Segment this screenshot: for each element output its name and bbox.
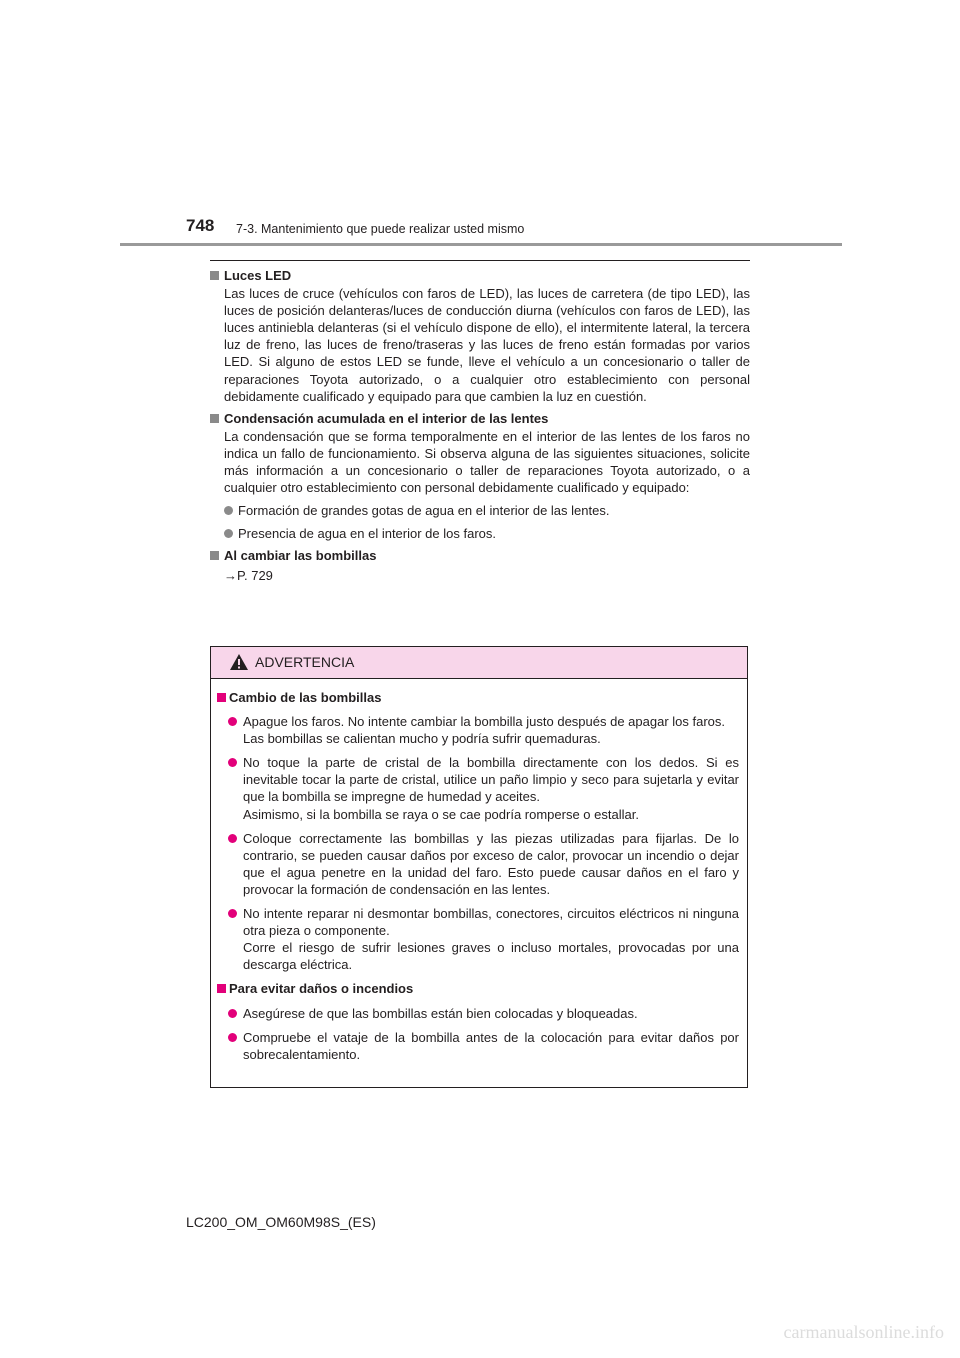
page-number: 748	[186, 216, 215, 235]
warning-heading: Cambio de las bombillas	[217, 689, 739, 706]
section-heading: Luces LED	[210, 267, 750, 284]
warning-item: No toque la parte de cristal de la bombilla directamente con los dedos. Si es inevitable tocar la parte de cristal, utilice un paño limpio y seco para sujetarla y evitar que la bombilla se impregne de humedad y aceites. Asimismo, si la bombilla se raya o se cae podría romperse o estallar.	[217, 754, 739, 822]
round-bullet-icon	[228, 758, 237, 767]
round-bullet-icon	[224, 529, 233, 538]
round-bullet-icon	[228, 1009, 237, 1018]
watermark: carmanualsonline.info	[783, 1322, 944, 1342]
warning-box	[210, 646, 748, 1088]
warning-triangle-icon	[229, 653, 249, 671]
page-reference: →P. 729	[224, 567, 273, 583]
warning-header	[211, 647, 747, 679]
warning-item: Coloque correctamente las bombillas y las piezas utilizadas para fijarlas. De lo contrario, se pueden causar daños por exceso de calor, provocar un incendio o dejar que el agua penetre en la unidad del faro. Esto puede causar daños en el faro y provocar la formación de condensación en las lentes.	[217, 830, 739, 898]
square-bullet-icon	[210, 551, 219, 560]
warning-item: Compruebe el vataje de la bombilla antes de la colocación para evitar daños por sobrecalentamiento.	[217, 1029, 739, 1063]
round-bullet-icon	[224, 506, 233, 515]
document-code: LC200_OM_OM60M98S_(ES)	[186, 1214, 376, 1230]
warning-title: ADVERTENCIA	[255, 654, 355, 670]
square-bullet-icon	[210, 271, 219, 280]
section-heading: Al cambiar las bombillas	[210, 547, 750, 564]
warning-heading: Para evitar daños o incendios	[217, 980, 739, 997]
warning-item: Asegúrese de que las bombillas están bien colocadas y bloqueadas.	[217, 1005, 739, 1022]
square-bullet-icon	[217, 984, 226, 993]
square-bullet-icon	[210, 414, 219, 423]
section-title: 7-3. Mantenimiento que puede realizar usted mismo	[236, 222, 525, 236]
list-item: Formación de grandes gotas de agua en el interior de las lentes.	[210, 502, 750, 519]
section-heading: Condensación acumulada en el interior de las lentes	[210, 410, 750, 427]
content-rule	[210, 260, 750, 261]
round-bullet-icon	[228, 909, 237, 918]
section-body: La condensación que se forma temporalmente en el interior de las lentes de los faros no indica un fallo de funcionamiento. Si observa alguna de las siguientes situaciones, solicite más información a un concesionario o taller de reparaciones Toyota autorizado, o a cualquier otro establecimiento con personal debidamente cualificado y equipado:	[224, 428, 750, 496]
header-rule	[120, 243, 842, 246]
section-body: Las luces de cruce (vehículos con faros de LED), las luces de carretera (de tipo LED), las luces de posición delanteras/luces de conducción diurna (vehículos con faros de LED), las luces antiniebla delanteras (si el vehículo dispone de ello), el intermitente lateral, la tercera luz de freno, las luces de freno/traseras y las luces de freno están formadas por varios LED. Si alguno de estos LED se funde, lleve el vehículo a un concesionario o taller de reparaciones Toyota autorizado, o a cualquier otro establecimiento con personal debidamente cualificado y equipado para que cambien la luz en cuestión.	[224, 286, 750, 404]
warning-body	[211, 679, 747, 1063]
round-bullet-icon	[228, 834, 237, 843]
warning-item: No intente reparar ni desmontar bombillas, conectores, circuitos eléctricos ni ninguna otra pieza o componente. Corre el riesgo de sufrir lesiones graves o incluso mortales, provocadas por una descarga eléctrica.	[217, 905, 739, 973]
round-bullet-icon	[228, 717, 237, 726]
square-bullet-icon	[217, 693, 226, 702]
round-bullet-icon	[228, 1033, 237, 1042]
main-content	[210, 267, 750, 584]
list-item: Presencia de agua en el interior de los faros.	[210, 525, 750, 542]
warning-item: Apague los faros. No intente cambiar la bombilla justo después de apagar los faros. Las bombillas se calientan mucho y podría sufrir quemaduras.	[217, 713, 739, 747]
